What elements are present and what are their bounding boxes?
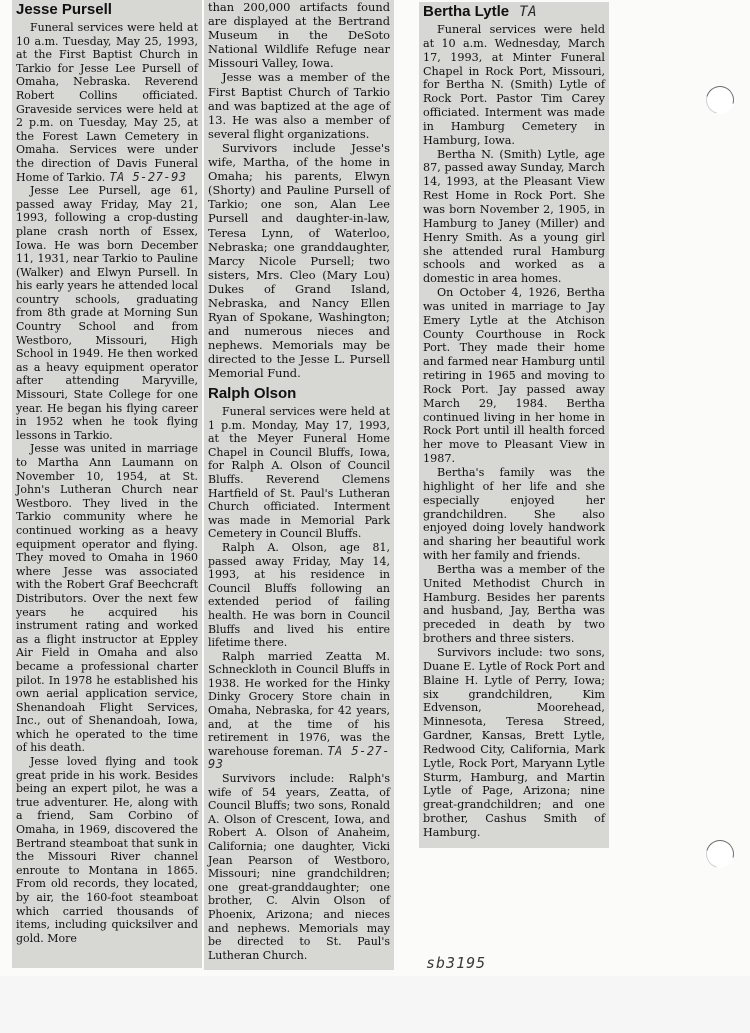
lytle-paragraph-survivors: Survivors include: two sons, Duane E. Lytle of Rock Port and Blaine H. Lytle of Perry, Iowa; six grandchildren, Kim Edvenson, Moorehead, Minnesota, Teresa Streed, Gardner, Kansas, Brett Lytle, Redwood City, California, Mark Lytle, Rock Port, Maryann Lytle Sturm, Hamburg, and Martin Lytle of Page, Arizona; nine great-grandchildren; and one brother, Cashus Smith of Hamburg. [423, 645, 605, 839]
punch-hole-top [701, 81, 739, 119]
lytle-paragraph-services: Funeral services were held at 10 a.m. Wednesday, March 17, 1993, at Minter Funeral Chapel in Rock Port, Missouri, for Bertha N. (Smith) Lytle of Rock Port. Pastor Tim Carey officiated. Interment was made in Hamburg Cemetery in Hamburg, Iowa. [423, 23, 605, 147]
pursell-paragraph-adventures: Jesse loved flying and took great pride in his work. Besides being an expert pilot, he was a true adventurer. He, along with a friend, Sam Corbino of Omaha, in 1969, discovered the Bertrand steamboat that sunk in the Missouri River channel enroute to Montana in 1865. From old records, they located, by air, the 160-foot steamboat which carried thousands of items, including quicksilver and gold. More [16, 755, 198, 945]
lytle-handwritten-note: TA [519, 4, 537, 20]
pursell-paragraph-survivors: Survivors include Jesse's wife, Martha, of the home in Omaha; his parents, Elwyn (Shorty) and Pauline Pursell of Tarkio; one son, Alan Lee Pursell and daughter-in-law, Teresa Lynn, of Waterloo, Nebraska; one granddaughter, Marcy Nicole Pursell; two sisters, Mrs. Cleo (Mary Lou) Dukes of Grand Island, Nebraska, and Nancy Ellen Ryan of Spokane, Washington; and numerous nieces and nephews. Memorials may be directed to the Jesse L. Pursell Memorial Fund. [208, 140, 390, 381]
pursell-paragraph-services: Funeral services were held at 10 a.m. Tuesday, May 25, 1993, at the First Baptist Church in Tarkio for Jesse Lee Pursell of Omaha, Nebraska. Reverend Robert Collins officiated. Graveside services were held at 2 p.m. on Tuesday, May 25, at the Forest Lawn Cemetery in Omaha. Services were under the direction of Davis Funeral Home of Tarkio. TA 5-27-93 [16, 21, 198, 184]
lytle-obituary [419, 2, 609, 848]
olson-paragraph-services: Funeral services were held at 1 p.m. Monday, May 17, 1993, at the Meyer Funeral Home Chapel in Council Bluffs, Iowa, for Ralph A. Olson of Council Bluffs. Reverend Clemens Hartfield of St. Paul's Lutheran Church officiated. Interment was made in Memorial Park Cemetery in Council Bluffs. [208, 405, 390, 541]
pursell-paragraph-church: Jesse was a member of the First Baptist Church of Tarkio and was baptized at the age of 13. He was also a member of several flight organizations. [208, 70, 390, 141]
pursell-paragraph-marriage: Jesse was united in marriage to Martha Ann Laumann on November 10, 1954, at St. John's Lutheran Church near Westboro. They lived in the Tarkio community where he continued working as a heavy equipment operator and flying. They moved to Omaha in 1960 where Jesse was associated with the Robert Graf Beechcraft Distributors. Over the next few years he acquired his instrument rating and worked as a flight instructor at Eppley Air Field in Omaha and also became a professional charter pilot. In 1978 he established his own aerial application service, Shenandoah Flight Services, Inc., out of Shenandoah, Iowa, which he operated to the time of his death. [16, 442, 198, 755]
pursell-obituary-column-2 [204, 0, 394, 384]
lytle-paragraph-biography: Bertha N. (Smith) Lytle, age 87, passed away Sunday, March 14, 1993, at the Pleasant View Rest Home in Rock Port. She was born November 2, 1905, in Hamburg to Janey (Miller) and Henry Smith. As a young girl she attended rural Hamburg schools and worked as a domestic in area homes. [423, 147, 605, 286]
pursell-handwritten-note: TA 5-27-93 [109, 169, 187, 184]
olson-obituary [204, 384, 394, 970]
olson-heading: Ralph Olson [208, 385, 297, 402]
pursell-paragraph-museum: than 200,000 artifacts found are displayed at the Bertrand Museum in the DeSoto National Wildlife Refuge near Missouri Valley, Iowa. [208, 0, 390, 71]
pursell-heading: Jesse Pursell [16, 1, 112, 18]
pursell-obituary-column-1 [12, 0, 202, 968]
scanner-margin [0, 976, 750, 1033]
olson-paragraph-biography: Ralph A. Olson, age 81, passed away Friday, May 14, 1993, at his residence in Council Bluffs following an extended period of failing health. He was born in Council Bluffs and lived his entire lifetime there. [208, 540, 390, 650]
lytle-heading: Bertha Lytle [423, 3, 510, 20]
pursell-paragraph-biography: Jesse Lee Pursell, age 61, passed away Friday, May 21, 1993, following a crop-dusting plane crash north of Essex, Iowa. He was born December 11, 1931, near Tarkio to Pauline (Walker) and Elwyn Pursell. In his early years he attended local country schools, graduating from 8th grade at Morning Sun Country School and from Westboro, Missouri, High School in 1949. He then worked as a heavy equipment operator after attending Maryville, Missouri, State College for one year. He began his flying career in 1952 when he took flying lessons in Tarkio. [16, 184, 198, 442]
archive-id-handwritten: sb3195 [426, 954, 487, 972]
punch-hole-bottom [701, 835, 739, 873]
lytle-paragraph-marriage: On October 4, 1926, Bertha was united in marriage to Jay Emery Lytle at the Atchison County Courthouse in Rock Port. They made their home and farmed near Hamburg until retiring in 1965 and moving to Rock Port. Jay passed away March 29, 1984. Bertha continued living in her home in Rock Port until ill health forced her move to Pleasant View in 1987. [423, 286, 605, 466]
olson-handwritten-note: TA 5-27-93 [208, 743, 391, 772]
lytle-paragraph-church: Bertha was a member of the United Methodist Church in Hamburg. Besides her parents and husband, Jay, Bertha was preceded in death by two brothers and three sisters. [423, 562, 605, 646]
lytle-heading-row [423, 3, 605, 21]
olson-paragraph-career: Ralph married Zeatta M. Schneckloth in Council Bluffs in 1938. He worked for the Hinky Dinky Grocery Store chain in Omaha, Nebraska, for 42 years, and, at the time of his retirement in 1976, was the warehouse foreman. TA 5-27-93 [208, 649, 391, 772]
olson-paragraph-survivors: Survivors include: Ralph's wife of 54 years, Zeatta, of Council Bluffs; two sons, Ronald A. Olson of Crescent, Iowa, and Robert A. Olson of Anaheim, California; one daughter, Vicki Jean Pearson of Westboro, Missouri; nine grandchildren; one great-granddaughter; one brother, C. Alvin Olson of Phoenix, Arizona; and nieces and nephews. Memorials may be directed to St. Paul's Lutheran Church. [208, 772, 390, 962]
lytle-paragraph-family: Bertha's family was the highlight of her life and she especially enjoyed her grandchildren. She also enjoyed doing lovely handwork and sharing her beautiful work with her family and friends. [423, 466, 605, 563]
